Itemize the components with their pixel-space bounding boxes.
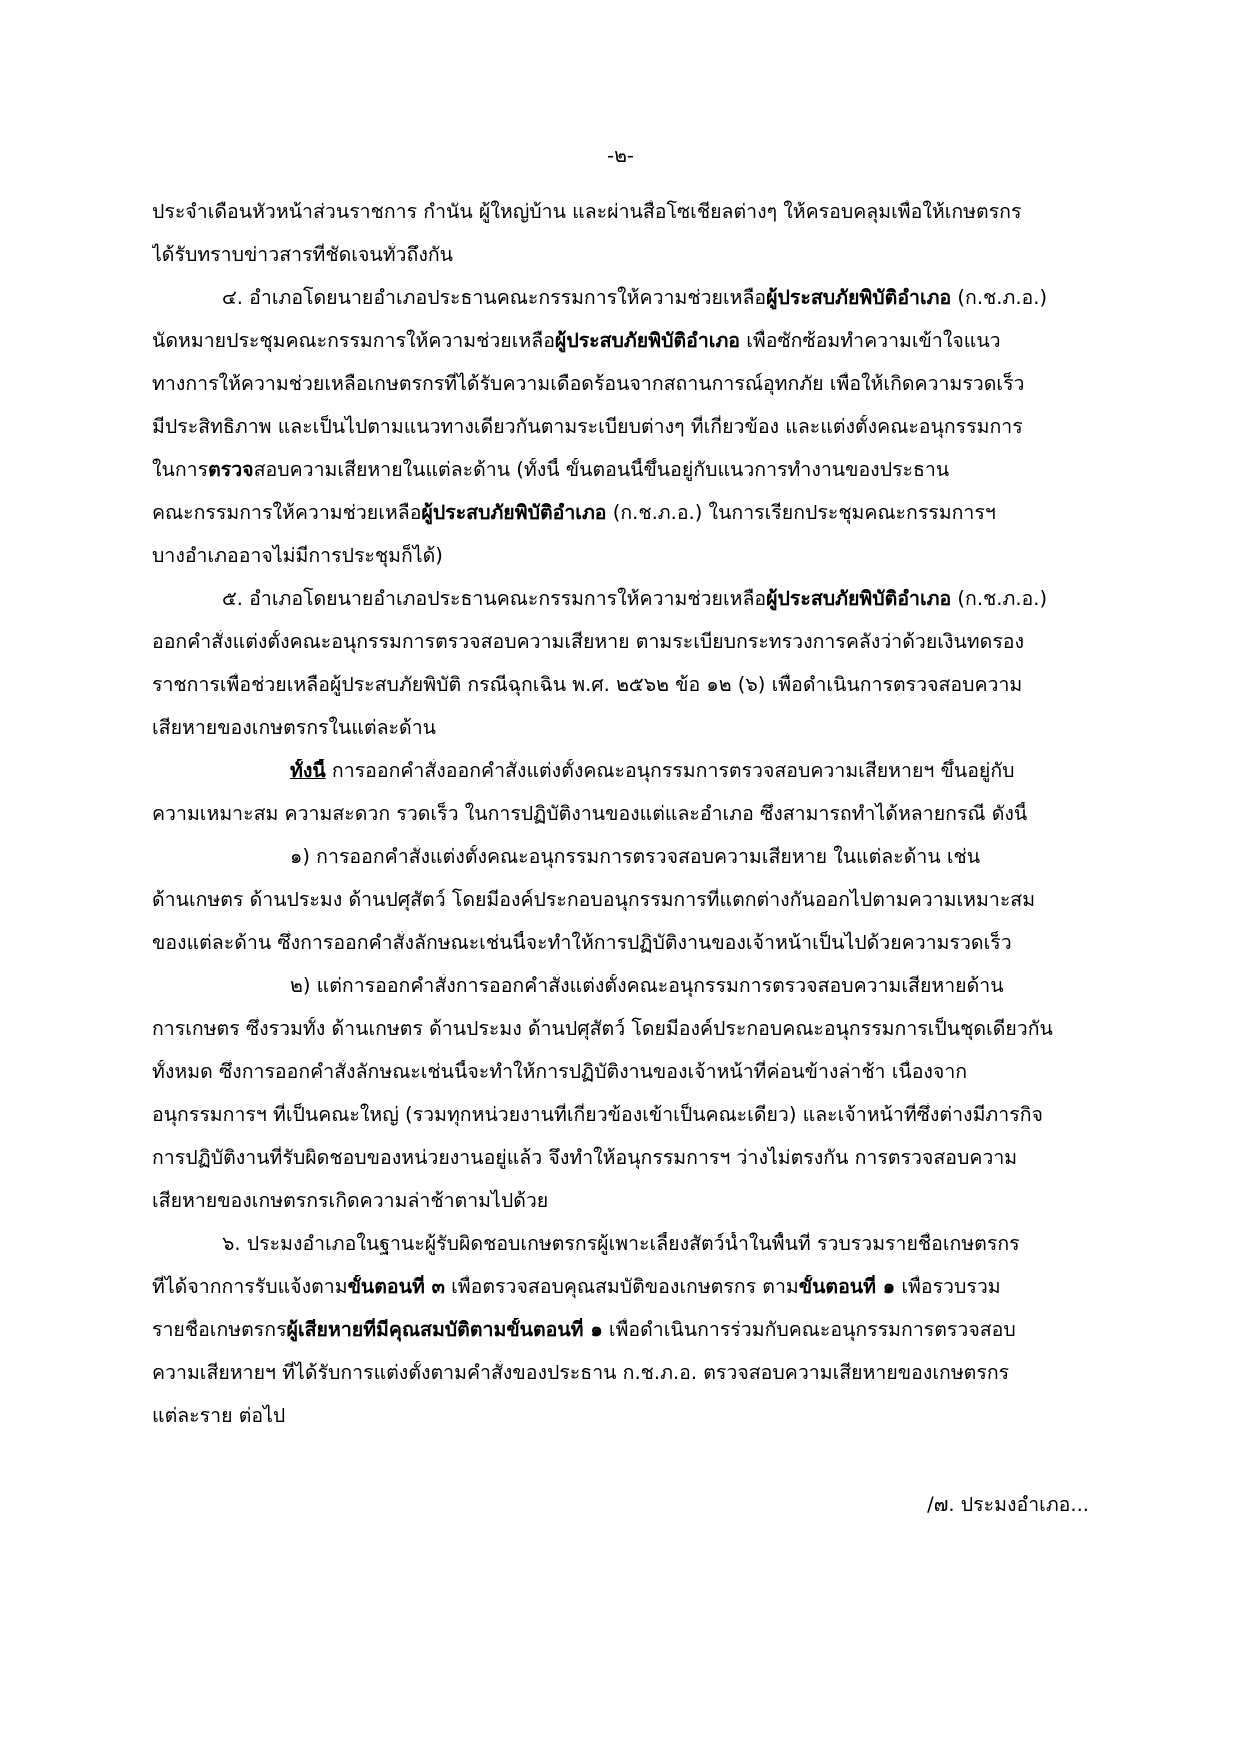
text-line: ความเสียหายฯ ที่ได้รับการแต่งตั้งตามคำสั่งของประธาน ก.ช.ภ.อ. ตรวจสอบความเสียหายของเกษตรกร xyxy=(152,1361,1010,1384)
text-line: นัดหมายประชุมคณะกรรมการให้ความช่วยเหลือผู้ประสบภัยพิบัติอำเภอ เพื่อซักซ้อมทำความเข้าใจแนว xyxy=(152,329,1001,352)
text-line: ทางการให้ความช่วยเหลือเกษตรกรที่ได้รับความเดือดร้อนจากสถานการณ์อุทกภัย เพื่อให้เกิดความรวดเร็ว xyxy=(152,372,1025,395)
text-line: ๑) การออกคำสั่งแต่งตั้งคณะอนุกรรมการตรวจสอบความเสียหาย ในแต่ละด้าน เช่น xyxy=(290,845,981,868)
text-line: คณะกรรมการให้ความช่วยเหลือผู้ประสบภัยพิบัติอำเภอ (ก.ช.ภ.อ.) ในการเรียกประชุมคณะกรรมการฯ xyxy=(152,501,996,524)
text-line: รายชื่อเกษตรกรผู้เสียหายที่มีคุณสมบัติตามขั้นตอนที่ ๑ เพื่อดำเนินการร่วมกับคณะอนุกรรมการตรวจสอบ xyxy=(152,1318,1016,1341)
text-line: ๕. อำเภอโดยนายอำเภอประธานคณะกรรมการให้ความช่วยเหลือผู้ประสบภัยพิบัติอำเภอ (ก.ช.ภ.อ.) xyxy=(222,587,1048,610)
text-line: แต่ละราย ต่อไป xyxy=(152,1404,286,1427)
text-line: ของแต่ละด้าน ซึ่งการออกคำสั่งลักษณะเช่นนี้จะทำให้การปฏิบัติงานของเจ้าหน้าเป็นไปด้วยความรวดเร็ว xyxy=(152,931,1012,954)
text-line: ออกคำสั่งแต่งตั้งคณะอนุกรรมการตรวจสอบความเสียหาย ตามระเบียบกระทรวงการคลังว่าด้วยเงินทดรอง xyxy=(152,630,1025,653)
text-line: ๔. อำเภอโดยนายอำเภอประธานคณะกรรมการให้ความช่วยเหลือผู้ประสบภัยพิบัติอำเภอ (ก.ช.ภ.อ.) xyxy=(222,286,1048,309)
text-line: เสียหายของเกษตรกรเกิดความล่าช้าตามไปด้วย xyxy=(152,1189,549,1212)
text-line: ๖. ประมงอำเภอในฐานะผู้รับผิดชอบเกษตรกรผู้เพาะเลี้ยงสัตว์น้ำในพื้นที่ รวบรวมรายชื่อเกษตรกร xyxy=(222,1232,1020,1255)
text-line: ประจำเดือนหัวหน้าส่วนราชการ กำนัน ผู้ใหญ่บ้าน และผ่านสื่อโซเชียลต่างๆ ให้ครอบคลุมเพื่อให้เกษตรกร xyxy=(152,200,1022,223)
page-number: -๒- xyxy=(607,144,634,167)
text-line: อนุกรรมการฯ ที่เป็นคณะใหญ่ (รวมทุกหน่วยงานที่เกี่ยวข้องเข้าเป็นคณะเดียว) และเจ้าหน้าที่ซึ่งต่างมีภารกิจ xyxy=(152,1103,1043,1126)
text-line: ทั้งนี้ การออกคำสั่งออกคำสั่งแต่งตั้งคณะอนุกรรมการตรวจสอบความเสียหายฯ ขึ้นอยู่กับ xyxy=(290,759,1015,782)
text-line: การเกษตร ซึ่งรวมทั้ง ด้านเกษตร ด้านประมง ด้านปศุสัตว์ โดยมีองค์ประกอบคณะอนุกรรมการเป็นชุดเดียวกัน xyxy=(152,1017,1053,1040)
text-line: ทั้งหมด ซึ่งการออกคำสั่งลักษณะเช่นนี้จะทำให้การปฏิบัติงานของเจ้าหน้าที่ค่อนข้างล่าช้า เนื่องจาก xyxy=(152,1060,968,1083)
text-line: มีประสิทธิภาพ และเป็นไปตามแนวทางเดียวกันตามระเบียบต่างๆ ที่เกี่ยวข้อง และแต่งตั้งคณะอนุกรรมการ xyxy=(152,415,1023,438)
continuation-footer: /๗. ประมงอำเภอ... xyxy=(927,1493,1089,1516)
text-line: ในการตรวจสอบความเสียหายในแต่ละด้าน (ทั้งนี้ ขั้นตอนนี้ขึ้นอยู่กับแนวการทำงานของประธาน xyxy=(152,458,950,481)
text-line: บางอำเภออาจไม่มีการประชุมก็ได้) xyxy=(152,544,443,567)
text-line: ความเหมาะสม ความสะดวก รวดเร็ว ในการปฏิบัติงานของแต่และอำเภอ ซึ่งสามารถทำได้หลายกรณี ดังนี้ xyxy=(152,802,1028,825)
text-line: ด้านเกษตร ด้านประมง ด้านปศุสัตว์ โดยมีองค์ประกอบอนุกรรมการที่แตกต่างกันออกไปตามความเหมาะสม xyxy=(152,888,1036,911)
text-line: เสียหายของเกษตรกรในแต่ละด้าน xyxy=(152,716,436,739)
text-line: ได้รับทราบข่าวสารที่ชัดเจนทั่วถึงกัน xyxy=(152,243,453,266)
text-line: ที่ได้จากการรับแจ้งตามขั้นตอนที่ ๓ เพื่อตรวจสอบคุณสมบัติของเกษตรกร ตามขั้นตอนที่ ๑ เพื่อรวบรวม xyxy=(152,1275,1001,1298)
text-line: ราชการเพื่อช่วยเหลือผู้ประสบภัยพิบัติ กรณีฉุกเฉิน พ.ศ. ๒๕๖๒ ข้อ ๑๒ (๖) เพื่อดำเนินการตรวจสอบความ xyxy=(152,673,1023,696)
text-line: การปฏิบัติงานที่รับผิดชอบของหน่วยงานอยู่แล้ว จึงทำให้อนุกรรมการฯ ว่างไม่ตรงกัน การตรวจสอบความ xyxy=(152,1146,1018,1169)
text-line: ๒) แต่การออกคำสั่งการออกคำสั่งแต่งตั้งคณะอนุกรรมการตรวจสอบความเสียหายด้าน xyxy=(290,974,1004,997)
